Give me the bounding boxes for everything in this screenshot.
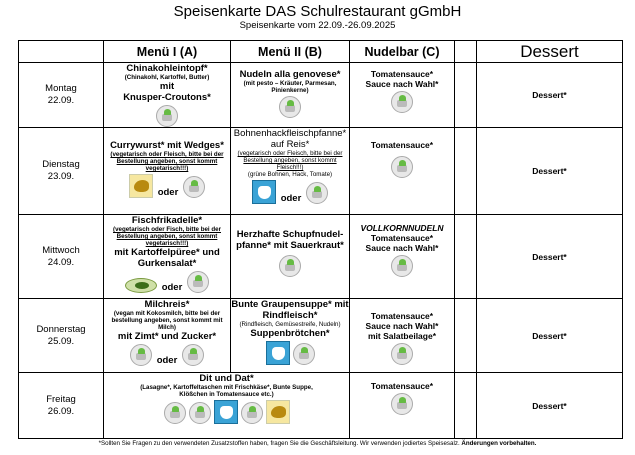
dish-note: (Chinakohl, Kartoffel, Butter): [124, 74, 210, 81]
footer-text: *Sollten Sie Fragen zu den verwendeten Zusatzstoffen haben, fragen Sie die Geschäftsleitung. Wir verwenden jodiertes Speisesalz.: [98, 440, 460, 447]
spacer-cell: [455, 215, 477, 299]
vegetarian-icon: [189, 402, 211, 424]
nudelbar-cell: [350, 215, 455, 299]
day-date: 24.09.: [47, 256, 75, 268]
nudelbar-cell: [350, 128, 455, 215]
dessert-cell: Dessert*: [477, 215, 623, 299]
vegetarian-icon: [306, 182, 328, 204]
dish-note: (grüne Bohnen, Hack, Tomate): [247, 171, 333, 178]
vegan-icon: [182, 344, 204, 366]
row-donnerstag: [19, 299, 623, 373]
dish-note: (vegetarisch oder Fisch, bitte bei der Bestellung angeben, sonst kommt vegetarisch!!!): [113, 226, 221, 247]
vegetarian-icon: [391, 393, 413, 415]
day-name: Dienstag: [42, 159, 80, 170]
col-menu1: Menü I (A): [104, 41, 231, 63]
menu1-cell: [104, 215, 231, 299]
menu-combined-cell: [104, 373, 350, 439]
dish-note: (mit pesto – Kräuter, Parmesan, Pinienkerne): [243, 80, 337, 94]
vegetarian-icon: [183, 176, 205, 198]
row-dienstag: [19, 128, 623, 215]
corner-cell: [19, 41, 104, 63]
dish-name: Herzhafte Schupfnudel-pfanne* mit Sauerkraut*: [236, 229, 344, 251]
dish-extra: Knusper-Croutons*: [123, 92, 211, 103]
dessert-cell: Dessert*: [477, 128, 623, 215]
bar-item: VOLLKORNNUDELN: [360, 223, 444, 233]
vegetarian-icon: [279, 255, 301, 277]
vegetarian-icon: [391, 255, 413, 277]
menu2-cell: [231, 128, 350, 215]
spacer-cell: [455, 128, 477, 215]
footer-bold: Änderungen vorbehalten.: [461, 440, 537, 447]
dish-name: Bunte Graupensuppe* mit Rindfleisch*: [231, 299, 349, 321]
dessert-cell: Dessert*: [477, 63, 623, 128]
vegetarian-icon: [130, 344, 152, 366]
vegetarian-icon: [241, 402, 263, 424]
dish-note: (Lasagne*, Kartoffeltaschen mit Frischkäse*, Bunte Suppe, Klößchen in Tomatensauce etc.): [140, 384, 313, 398]
oder-label: oder: [157, 187, 179, 198]
vegetarian-icon: [156, 105, 178, 127]
nudelbar-cell: [350, 299, 455, 373]
beef-icon: [214, 400, 238, 424]
dish-name: Bohnenhackfleischpfanne* auf Reis*: [233, 128, 347, 150]
dish-name: Currywurst* mit Wedges*: [110, 140, 224, 151]
dish-extra: mit: [159, 81, 175, 92]
bar-item: Sauce nach Wahl*: [365, 243, 439, 253]
vegetarian-icon: [293, 343, 315, 365]
dish-name: Nudeln alla genovese*: [239, 69, 341, 80]
day-cell: [19, 63, 104, 128]
day-name: Donnerstag: [36, 323, 86, 335]
spacer-cell: [455, 63, 477, 128]
vegetarian-icon: [279, 96, 301, 118]
nudelbar-cell: [350, 63, 455, 128]
header-row: [19, 41, 623, 63]
chicken-icon: [129, 174, 153, 198]
beef-icon: [252, 180, 276, 204]
day-cell: [19, 299, 104, 373]
spacer-cell: [455, 373, 477, 439]
col-nudelbar: Nudelbar (C): [350, 41, 455, 63]
day-cell: [19, 215, 104, 299]
spacer-cell: [455, 299, 477, 373]
dessert-cell: Dessert*: [477, 373, 623, 439]
vegetarian-icon: [391, 343, 413, 365]
bar-item: Sauce nach Wahl*: [365, 321, 439, 331]
day-date: 22.09.: [47, 95, 75, 106]
fish-icon: [125, 278, 157, 293]
vegetarian-icon: [391, 156, 413, 178]
row-montag: [19, 63, 623, 128]
oder-label: oder: [156, 355, 178, 366]
day-date: 25.09.: [47, 335, 75, 347]
bar-item: Tomatensauce*: [370, 311, 434, 321]
dish-name: Milchreis*: [144, 299, 190, 310]
day-date: 23.09.: [47, 171, 75, 182]
vegetarian-icon: [187, 271, 209, 293]
dish-extra: Suppenbrötchen*: [250, 328, 330, 339]
page-title: Speisenkarte DAS Schulrestaurant gGmbH: [173, 3, 462, 20]
menu2-cell: [231, 299, 350, 373]
dish-note: (Rindfleisch, Gemüsestreife, Nudeln): [239, 321, 341, 328]
day-name: Mittwoch: [42, 244, 80, 256]
chicken-icon: [266, 400, 290, 424]
bar-item: Tomatensauce*: [370, 140, 434, 150]
bar-item: Tomatensauce*: [370, 69, 434, 79]
row-mittwoch: [19, 215, 623, 299]
bar-item: mit Salatbeilage*: [367, 331, 437, 341]
bar-item: Sauce nach Wahl*: [365, 79, 439, 89]
day-date: 26.09.: [47, 405, 75, 417]
row-freitag: [19, 373, 623, 439]
dish-extra: mit Kartoffelpüree* und Gurkensalat*: [114, 247, 220, 269]
vegetarian-icon: [164, 402, 186, 424]
menu1-cell: [104, 299, 231, 373]
menu2-cell: [231, 215, 350, 299]
day-cell: [19, 373, 104, 439]
footer-note: [0, 440, 635, 447]
oder-label: oder: [161, 282, 183, 293]
page-subtitle: Speisenkarte vom 22.09.-26.09.2025: [239, 20, 396, 31]
bar-item: Tomatensauce*: [370, 233, 434, 243]
dessert-cell: Dessert*: [477, 299, 623, 373]
bar-item: Tomatensauce*: [370, 381, 434, 391]
menu-table: [18, 40, 623, 439]
dish-note: (vegan mit Kokosmilch, bitte bei der bestellung angeben, sonst kommt mit Milch): [111, 310, 223, 331]
dish-note: (vegetarisch oder Fleisch, bitte bei der Bestellung angeben, sonst kommt vegetarisch!!!): [110, 151, 224, 172]
dish-name: Fischfrikadelle*: [131, 215, 203, 226]
menu1-cell: [104, 63, 231, 128]
beef-icon: [266, 341, 290, 365]
day-name: Montag: [45, 83, 77, 94]
day-cell: [19, 128, 104, 215]
vegetarian-icon: [391, 91, 413, 113]
day-name: Freitag: [46, 393, 76, 405]
nudelbar-cell: [350, 373, 455, 439]
col-dessert: Dessert: [477, 41, 623, 63]
dish-name: Dit und Dat*: [199, 373, 254, 384]
oder-label: oder: [280, 193, 302, 204]
menu2-cell: [231, 63, 350, 128]
dish-note: (vegetarisch oder Fleisch, bitte bei der Bestellung angeben, sonst kommt Fleisch!!!): [237, 150, 343, 171]
col-menu2: Menü II (B): [231, 41, 350, 63]
menu1-cell: [104, 128, 231, 215]
spacer-cell: [455, 41, 477, 63]
dish-name: Chinakohleintopf*: [126, 63, 208, 74]
dish-extra: mit Zimt* und Zucker*: [117, 331, 217, 342]
